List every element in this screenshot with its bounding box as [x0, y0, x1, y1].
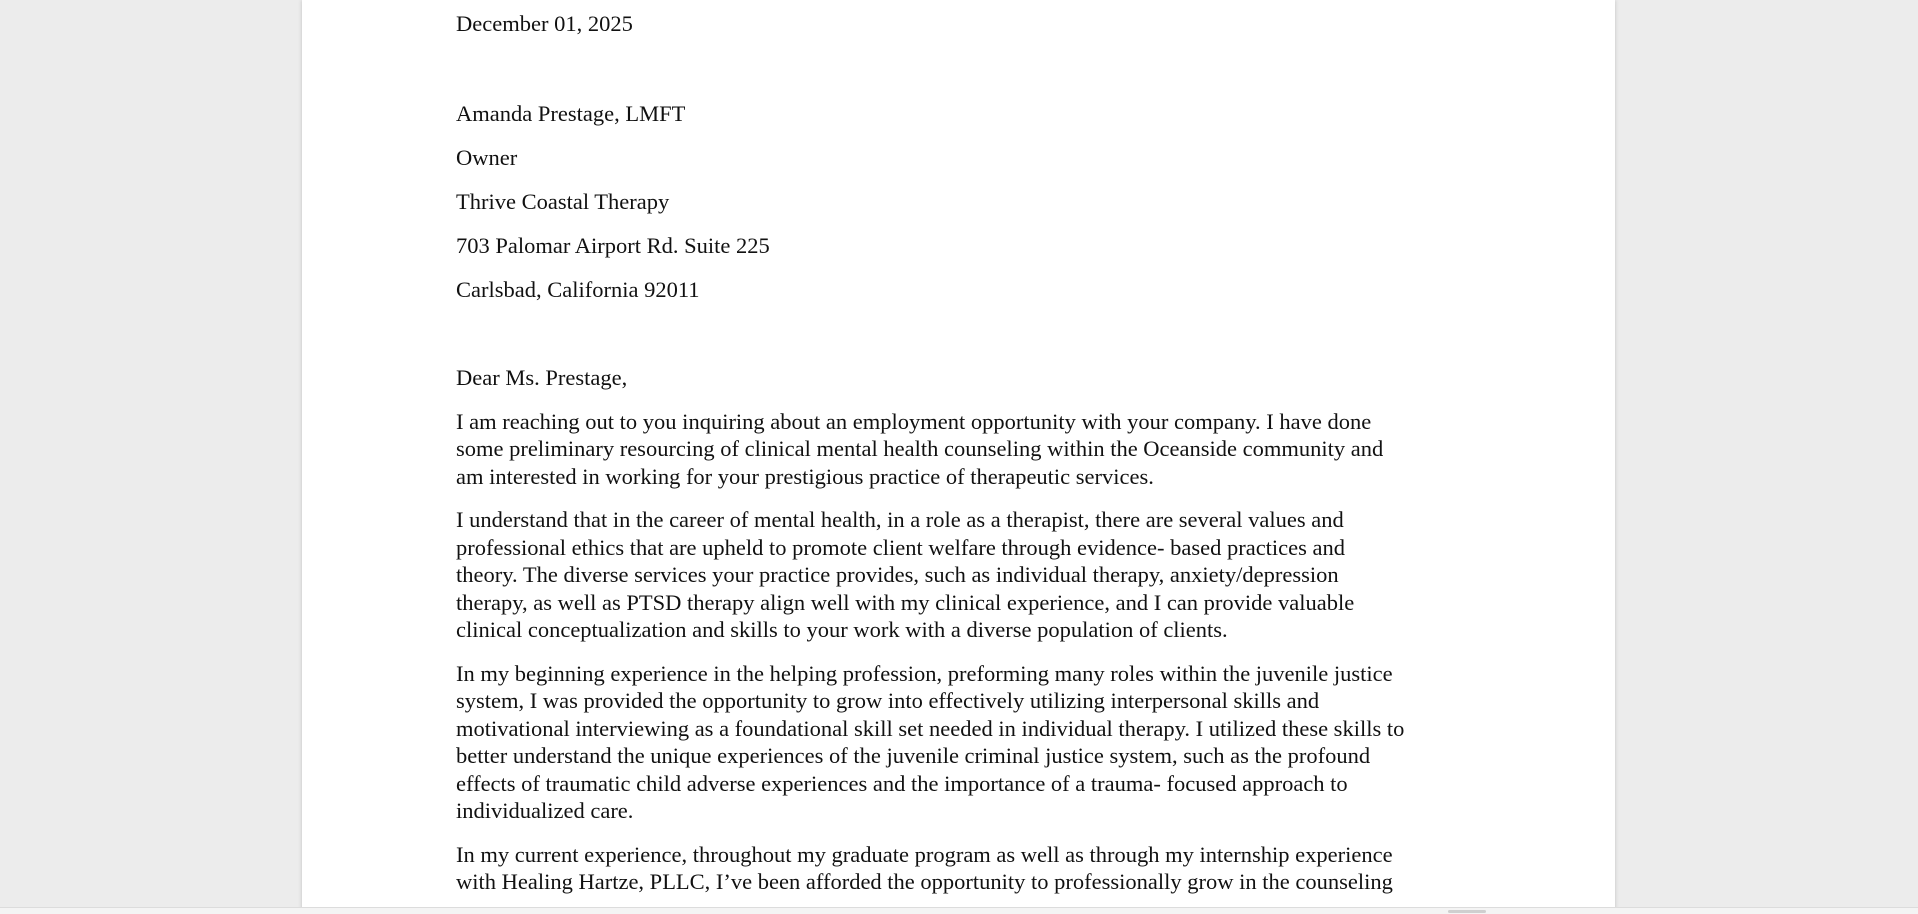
letter-salutation: Dear Ms. Prestage, [456, 365, 628, 390]
paragraph-line: am interested in working for your prestigious practice of therapeutic services. [456, 463, 1154, 489]
paragraph-line: professional ethics that are upheld to promote client welfare through evidence- based practices and [456, 534, 1346, 560]
paragraph-line: some preliminary resourcing of clinical mental health counseling within the Oceanside community and [456, 436, 1384, 461]
letter-body [456, 10, 1466, 912]
paragraph-line: therapy, as well as PTSD therapy align well with my clinical experience, and I can provide valuable [456, 589, 1355, 615]
recipient-street: 703 Palomar Airport Rd. Suite 225 [456, 232, 770, 258]
body-paragraph-4 [456, 841, 1466, 896]
paragraph-line: In my current experience, throughout my graduate program as well as through my internship experience [456, 841, 1393, 867]
paragraph-line: effects of traumatic child adverse experiences and the importance of a trauma- focused approach to [456, 770, 1348, 796]
paragraph-line: better understand the unique experiences of the juvenile criminal justice system, such as the profound [456, 743, 1371, 768]
paragraph-line: I am reaching out to you inquiring about an employment opportunity with your company. I have done [456, 408, 1372, 434]
document-page [302, 0, 1615, 914]
recipient-company: Thrive Coastal Therapy [456, 188, 670, 214]
paragraph-line: In my beginning experience in the helping profession, preforming many roles within the juvenile justice [456, 660, 1393, 686]
horizontal-scrollbar[interactable] [0, 907, 1918, 914]
paragraph-line: I understand that in the career of mental health, in a role as a therapist, there are several values and [456, 507, 1344, 532]
body-paragraph-1 [456, 408, 1466, 491]
paragraph-line: theory. The diverse services your practice provides, such as individual therapy, anxiety/depression [456, 562, 1339, 587]
recipient-name: Amanda Prestage, LMFT [456, 100, 686, 126]
letter-date: December 01, 2025 [456, 11, 633, 36]
scrollbar-thumb[interactable] [1448, 910, 1486, 913]
paragraph-line: clinical conceptualization and skills to your work with a diverse population of clients. [456, 617, 1228, 642]
paragraph-line: system, I was provided the opportunity to grow into effectively utilizing interpersonal skills and [456, 688, 1320, 713]
recipient-address-block [456, 100, 1466, 304]
recipient-city: Carlsbad, California 92011 [456, 276, 700, 302]
body-paragraph-3 [456, 660, 1466, 825]
paragraph-line: motivational interviewing as a foundational skill set needed in individual therapy. I utilized these skills to [456, 715, 1405, 741]
paragraph-line: with Healing Hartze, PLLC, I’ve been afforded the opportunity to professionally grow in the counseling [456, 869, 1393, 894]
recipient-title: Owner [456, 144, 518, 170]
paragraph-line: individualized care. [456, 798, 634, 823]
body-paragraph-2 [456, 506, 1466, 644]
